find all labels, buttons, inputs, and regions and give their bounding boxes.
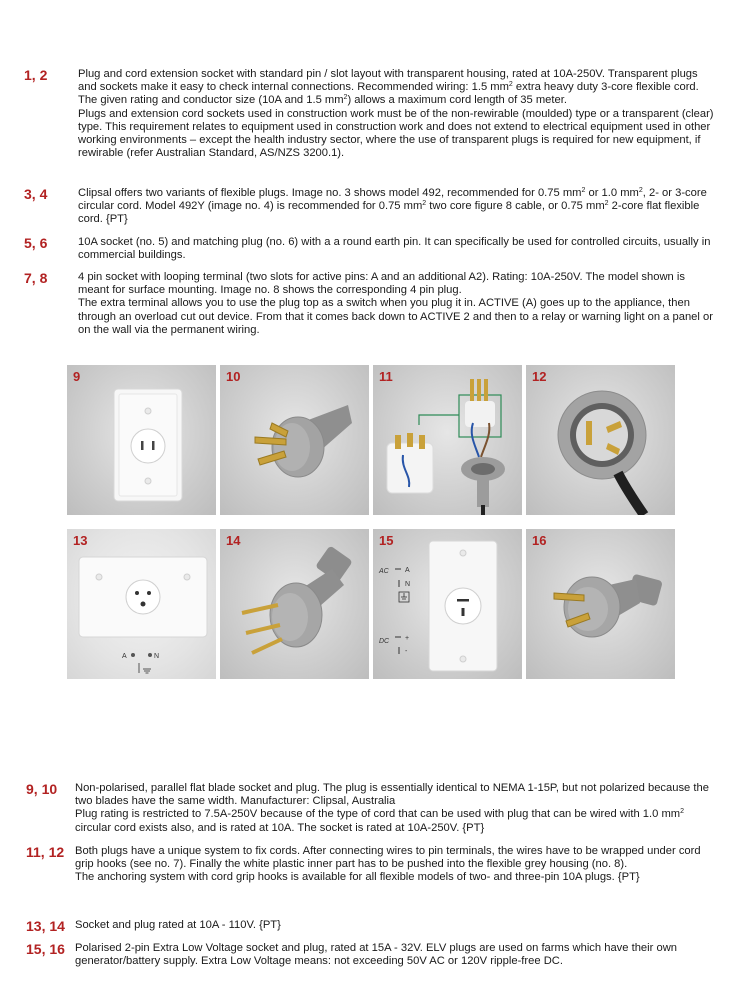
entry-text [78,271,718,337]
paragraph: Polarised 2-pin Extra Low Voltage socket and plug, rated at 15A - 32V. ELV plugs are used on farms which have their own generator/battery supply. Extra Low Voltage means: not exceeding 50V AC or 120V ripple-free DC. [75,942,677,968]
image-tile-10 [220,365,369,515]
entry-text [78,187,718,227]
image-tile-14 [220,529,369,679]
round-earth-plug-icon [220,529,369,679]
paragraph: The extra terminal allows you to use the plug top as a switch when you plug it in. ACTIVE (A) goes up to the appliance, then through an overload cut out device. From that it comes back down to ACTIVE 2 and then to a relay or warning light on a panel or on the wall via the permanent wiring. [78,297,713,336]
entry-number: 1, 2 [24,67,48,83]
paragraph: Non-polarised, parallel flat blade socket and plug. The plug is essentially identical to NEMA 1-15P, but not polarized because the two blades have the same width. Manufacturer: Clipsal, Australia [75,782,709,808]
image-label: 16 [532,533,547,548]
image-label: 13 [73,533,88,548]
image-tile-11 [373,365,522,515]
plug-inner-view-icon [526,365,675,515]
image-tile-16 [526,529,675,679]
entry-number: 15, 16 [26,941,65,957]
two-pin-plug-icon [220,365,369,515]
paragraph: 10A socket (no. 5) and matching plug (no. 6) with a a round earth pin. It can specifically be used for controlled circuits, usually in commercial buildings. [78,236,711,262]
image-label: 9 [73,369,81,384]
image-tile-15 [373,529,522,679]
image-grid [67,365,677,685]
entry-number: 9, 10 [26,781,58,797]
elv-socket-icon [373,529,522,679]
elv-mark-n: N [405,581,411,588]
paragraph: Plugs and extension cord sockets used in construction work must be of the non-rewirable (moulded) type or a transparent (clear) type. This requirement relates to equipment used in construction work and does not extend to electrical equipment used in other working environments – except the health industry sector, where the use of transparent plugs is required for new equipment, if rewirable (refer Australian Standard, AS/NZS 3200.1). [78,107,714,160]
elv-mark-plus: + [405,635,410,642]
entry-number: 3, 4 [24,186,48,202]
entry-number: 5, 6 [24,235,48,251]
image-tile-13 [67,529,216,679]
entry-number: 11, 12 [26,844,65,860]
entry-text [75,942,717,968]
flat-blade-socket-icon [67,365,216,515]
paragraph: Plug rating is restricted to 7.5A-250V because of the type of cord that can be used with plug that can be wired with 1.0 $mm^2$ circular cord exists also, and is rated at 10A. The socket is rated at 10A-250V. {PT} [75,808,684,834]
paragraph: Both plugs have a unique system to fix cords. After connecting wires to pin terminals, the wires have to be wrapped under cord grip hooks (see no. 7). Finally the white plastic inner part has to be pushed into the flexible grey housing (no. 8). [75,845,701,871]
entry-number: 7, 8 [24,270,48,286]
round-earth-socket-icon [67,529,216,679]
image-label: 12 [532,369,547,384]
paragraph: Socket and plug rated at 10A - 110V. {PT} [75,919,281,931]
entry-text [75,782,717,835]
entry-text [78,68,718,160]
image-label: 11 [379,369,393,384]
elv-mark-a: A [405,567,410,574]
image-label: 10 [226,369,241,384]
opened-plug-wiring-icon [373,365,522,515]
entry-text [75,919,717,932]
elv-mark-dc: DC [379,638,390,645]
entry-number: 13, 14 [26,918,65,934]
entry-text [75,845,717,885]
image-label: 15 [379,533,394,548]
paragraph: The anchoring system with cord grip hooks is available for all flexible models of two- and three-pin 10A plugs. {PT} [75,871,640,884]
entry-text [78,236,718,262]
elv-mark-minus: - [405,648,408,655]
paragraph: 4 pin socket with looping terminal (two slots for active pins: A and an additional A2). Rating: 10A-250V. The model shown is meant for surface mounting. Image no. 8 shows the corresponding 4 pin plug. [78,271,685,297]
elv-plug-icon [526,529,675,679]
image-label: 14 [226,533,241,548]
socket-mark-a: A [122,653,127,660]
paragraph: Clipsal offers two variants of flexible plugs. Image no. 3 shows model 492, recommended for 0.75 $mm^2$ or 1.0 $mm^2$, 2- or 3-core circular cord. Model 492Y (image no. 4) is recommended for 0.75 $mm^2$ two core figure 8 cable, or 0.75 $mm^2$ 2-core flat flexible cord. {PT} [78,187,707,226]
image-tile-12 [526,365,675,515]
socket-mark-n: N [154,653,160,660]
image-tile-9 [67,365,216,515]
elv-mark-ac: AC [379,568,389,575]
paragraph: Plug and cord extension socket with standard pin / slot layout with transparent housing, rated at 10A-250V. Transparent plugs and sockets make it easy to check internal connections. Recommended wiring: 1.5 $mm^2$ extra heavy duty 3-core flexible cord. The given rating and conductor size (10A and 1.5 $mm^2$) allows a maximum cord length of 35 meter. [78,68,699,107]
